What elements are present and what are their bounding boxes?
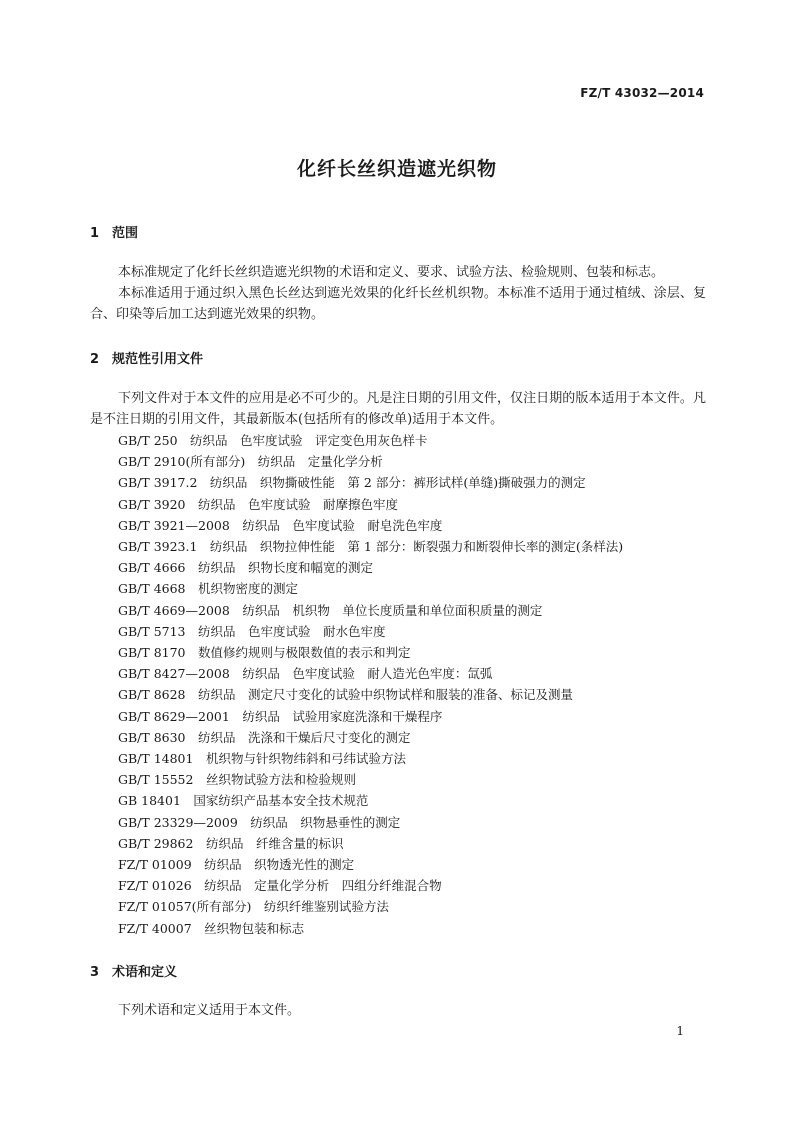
reference-item: GB/T 23329—2009 纺织品 织物悬垂性的测定	[118, 814, 401, 830]
reference-item: GB/T 4669—2008 纺织品 机织物 单位长度质量和单位面积质量的测定	[118, 602, 543, 618]
section-1-number: 1	[90, 226, 100, 241]
reference-item: GB/T 3917.2 纺织品 织物撕破性能 第 2 部分：裤形试样(单缝)撕破强力的测定	[118, 475, 586, 491]
reference-item: GB/T 14801 机织物与针织物纬斜和弓纬试验方法	[118, 751, 406, 767]
reference-item: FZ/T 01026 纺织品 定量化学分析 四组分纤维混合物	[118, 878, 442, 894]
scope-paragraph-1: 本标准规定了化纤长丝织造遮光织物的术语和定义、要求、试验方法、检验规则、包装和标志。	[118, 265, 665, 280]
section-3-title: 术语和定义	[112, 965, 178, 980]
terms-intro: 下列术语和定义适用于本文件。	[118, 1003, 301, 1018]
standard-code: FZ/T 43032—2014	[580, 86, 704, 100]
reference-item: GB 18401 国家纺织产品基本安全技术规范	[118, 793, 369, 809]
normative-intro: 下列文件对于本文件的应用是必不可少的。凡是注日期的引用文件，仅注日期的版本适用于本文件。凡是不注日期的引用文件，其最新版本(包括所有的修改单)适用于本文件。	[90, 391, 706, 427]
reference-item: GB/T 5713 纺织品 色牢度试验 耐水色牢度	[118, 623, 386, 639]
page-number: 1	[676, 1024, 684, 1038]
section-2-title: 规范性引用文件	[112, 352, 204, 367]
reference-item: GB/T 8630 纺织品 洗涤和干燥后尺寸变化的测定	[118, 729, 411, 745]
section-2-number: 2	[90, 352, 100, 367]
reference-item: GB/T 8427—2008 纺织品 色牢度试验 耐人造光色牢度：氙弧	[118, 666, 493, 682]
section-3-number: 3	[90, 965, 100, 980]
reference-list	[118, 430, 623, 939]
reference-item: GB/T 2910(所有部分) 纺织品 定量化学分析	[118, 454, 383, 470]
section-2-heading	[90, 348, 203, 367]
reference-item: GB/T 3921—2008 纺织品 色牢度试验 耐皂洗色牢度	[118, 517, 443, 533]
reference-item: GB/T 4668 机织物密度的测定	[118, 581, 299, 597]
reference-item: GB/T 29862 纺织品 纤维含量的标识	[118, 835, 344, 851]
reference-item: FZ/T 01009 纺织品 织物透光性的测定	[118, 857, 355, 873]
reference-item: GB/T 3923.1 纺织品 织物拉伸性能 第 1 部分：断裂强力和断裂伸长率的测定(条样法)	[118, 539, 624, 555]
reference-item: FZ/T 40007 丝织物包装和标志	[118, 920, 305, 936]
section-1-heading	[90, 222, 138, 241]
reference-item: GB/T 8170 数值修约规则与极限数值的表示和判定	[118, 645, 411, 661]
scope-paragraph-2: 本标准适用于通过织入黑色长丝达到遮光效果的化纤长丝机织物。本标准不适用于通过植绒、涂层、复合、印染等后加工达到遮光效果的织物。	[90, 286, 706, 322]
reference-item: GB/T 15552 丝织物试验方法和检验规则	[118, 772, 356, 788]
reference-item: GB/T 8628 纺织品 测定尺寸变化的试验中织物试样和服装的准备、标记及测量	[118, 687, 574, 703]
reference-item: GB/T 4666 纺织品 织物长度和幅宽的测定	[118, 560, 374, 576]
reference-item: GB/T 250 纺织品 色牢度试验 评定变色用灰色样卡	[118, 433, 428, 448]
document-title: 化纤长丝织造遮光织物	[296, 158, 497, 180]
section-1-title: 范围	[112, 226, 139, 241]
reference-item: GB/T 8629—2001 纺织品 试验用家庭洗涤和干燥程序	[118, 708, 443, 724]
reference-item: GB/T 3920 纺织品 色牢度试验 耐摩擦色牢度	[118, 496, 399, 512]
reference-item: FZ/T 01057(所有部分) 纺织纤维鉴别试验方法	[118, 899, 389, 915]
section-3-heading	[90, 961, 177, 980]
